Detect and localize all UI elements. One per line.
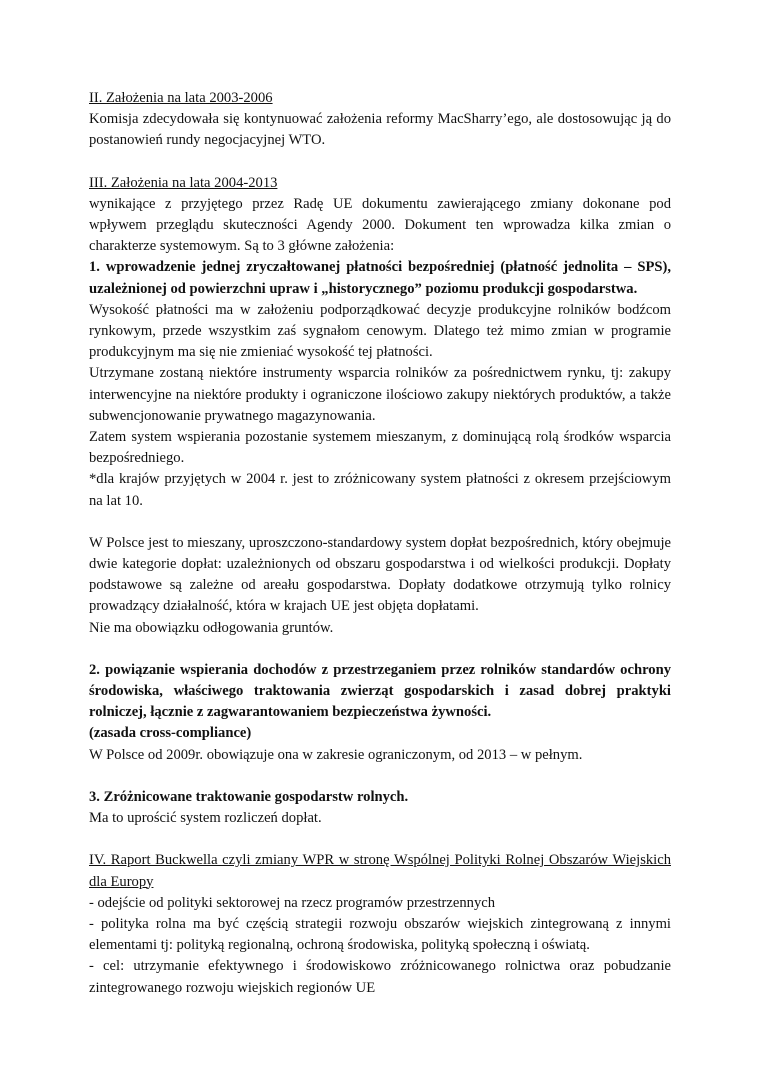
spacer <box>89 829 671 850</box>
spacer <box>89 512 671 533</box>
spacer <box>89 639 671 660</box>
list-item: - cel: utrzymanie efektywnego i środowiskowo zróżnicowanego rolnictwa oraz pobudzanie zintegrowanego rozwoju wiejskich regionów UE <box>89 958 671 996</box>
point-title: 3. Zróżnicowane traktowanie gospodarstw rolnych. <box>89 788 409 805</box>
point-title: 2. powiązanie wspierania dochodów z przestrzeganiem przez rolników standardów ochrony środowiska, właściwego traktowania zwierząt gospodarskich i zasad dobrej praktyki rolniczej, łącznie z zagwarantowaniem bezpieczeństwa żywności. <box>89 661 671 721</box>
paragraph: Nie ma obowiązku odłogowania gruntów. <box>89 619 334 636</box>
paragraph: *dla krajów przyjętych w 2004 r. jest to zróżnicowany system płatności z okresem przejściowym na lat 10. <box>89 471 671 509</box>
paragraph: Komisja zdecydowała się kontynuować założenia reformy MacSharry’ego, ale dostosowując ją do postanowień rundy negocjacyjnej WTO. <box>89 111 671 149</box>
point-title: 1. wprowadzenie jednej zryczałtowanej płatności bezpośredniej (płatność jednolita – SPS), uzależnionej od powierzchni upraw i „historycznego” poziomu produkcji gospodarstwa. <box>89 259 671 297</box>
paragraph: Ma to uprościć system rozliczeń dopłat. <box>89 810 322 827</box>
paragraph: Zatem system wspierania pozostanie systemem mieszanym, z dominującą rolą środków wsparcia bezpośredniego. <box>89 429 671 467</box>
section-heading: II. Założenia na lata 2003-2006 <box>89 90 273 106</box>
section-heading: III. Założenia na lata 2004-2013 <box>89 174 278 191</box>
paragraph: wynikające z przyjętego przez Radę UE dokumentu zawierającego zmiany dokonane pod wpływem przeglądu skuteczności Agendy 2000. Dokument ten wprowadza kilka zmian o charakterze systemowym. Są to 3 główne założenia: <box>89 195 671 255</box>
document-page <box>89 88 671 999</box>
paragraph: W Polsce od 2009r. obowiązuje ona w zakresie ograniczonym, od 2013 – w pełnym. <box>89 746 583 763</box>
paragraph: Utrzymane zostaną niektóre instrumenty wsparcia rolników za pośrednictwem rynku, tj: zakupy interwencyjne na niektóre produkty i ograniczone ilościowo zakupy niektórych produktów, a także subwencjonowanie prywatnego magazynowania. <box>89 365 671 424</box>
list-item: - polityka rolna ma być częścią strategii rozwoju obszarów wiejskich zintegrowaną z innymi elementami tj: polityką regionalną, ochroną środowiska, polityką społeczną i oświatą. <box>89 915 671 954</box>
section-heading: IV. Raport Buckwella czyli zmiany WPR w stronę Wspólnej Polityki Rolnej Obszarów Wiejskich dla Europy <box>89 852 671 890</box>
spacer <box>89 152 671 173</box>
paragraph: Wysokość płatności ma w założeniu podporządkować decyzje produkcyjne rolników bodźcom rynkowym, przede wszystkim zaś sygnałom cenowym. Dlatego też mimo zmian w programie produkcyjnym ma się nie zmieniać wysokość tej płatności. <box>89 301 671 361</box>
paragraph: W Polsce jest to mieszany, uproszczono-standardowy system dopłat bezpośrednich, który obejmuje dwie kategorie dopłat: uzależnionych od obszaru gospodarstwa i od wielkości produkcji. Dopłaty podstawowe są zależne od areału gospodarstwa. Dopłaty dodatkowe otrzymują tylko rolnicy prowadzący działalność, która w krajach UE jest objęta dopłatami. <box>89 534 671 615</box>
point-subtitle: (zasada cross-compliance) <box>89 725 252 742</box>
list-item: - odejście od polityki sektorowej na rzecz programów przestrzennych <box>89 894 496 911</box>
spacer <box>89 766 671 787</box>
